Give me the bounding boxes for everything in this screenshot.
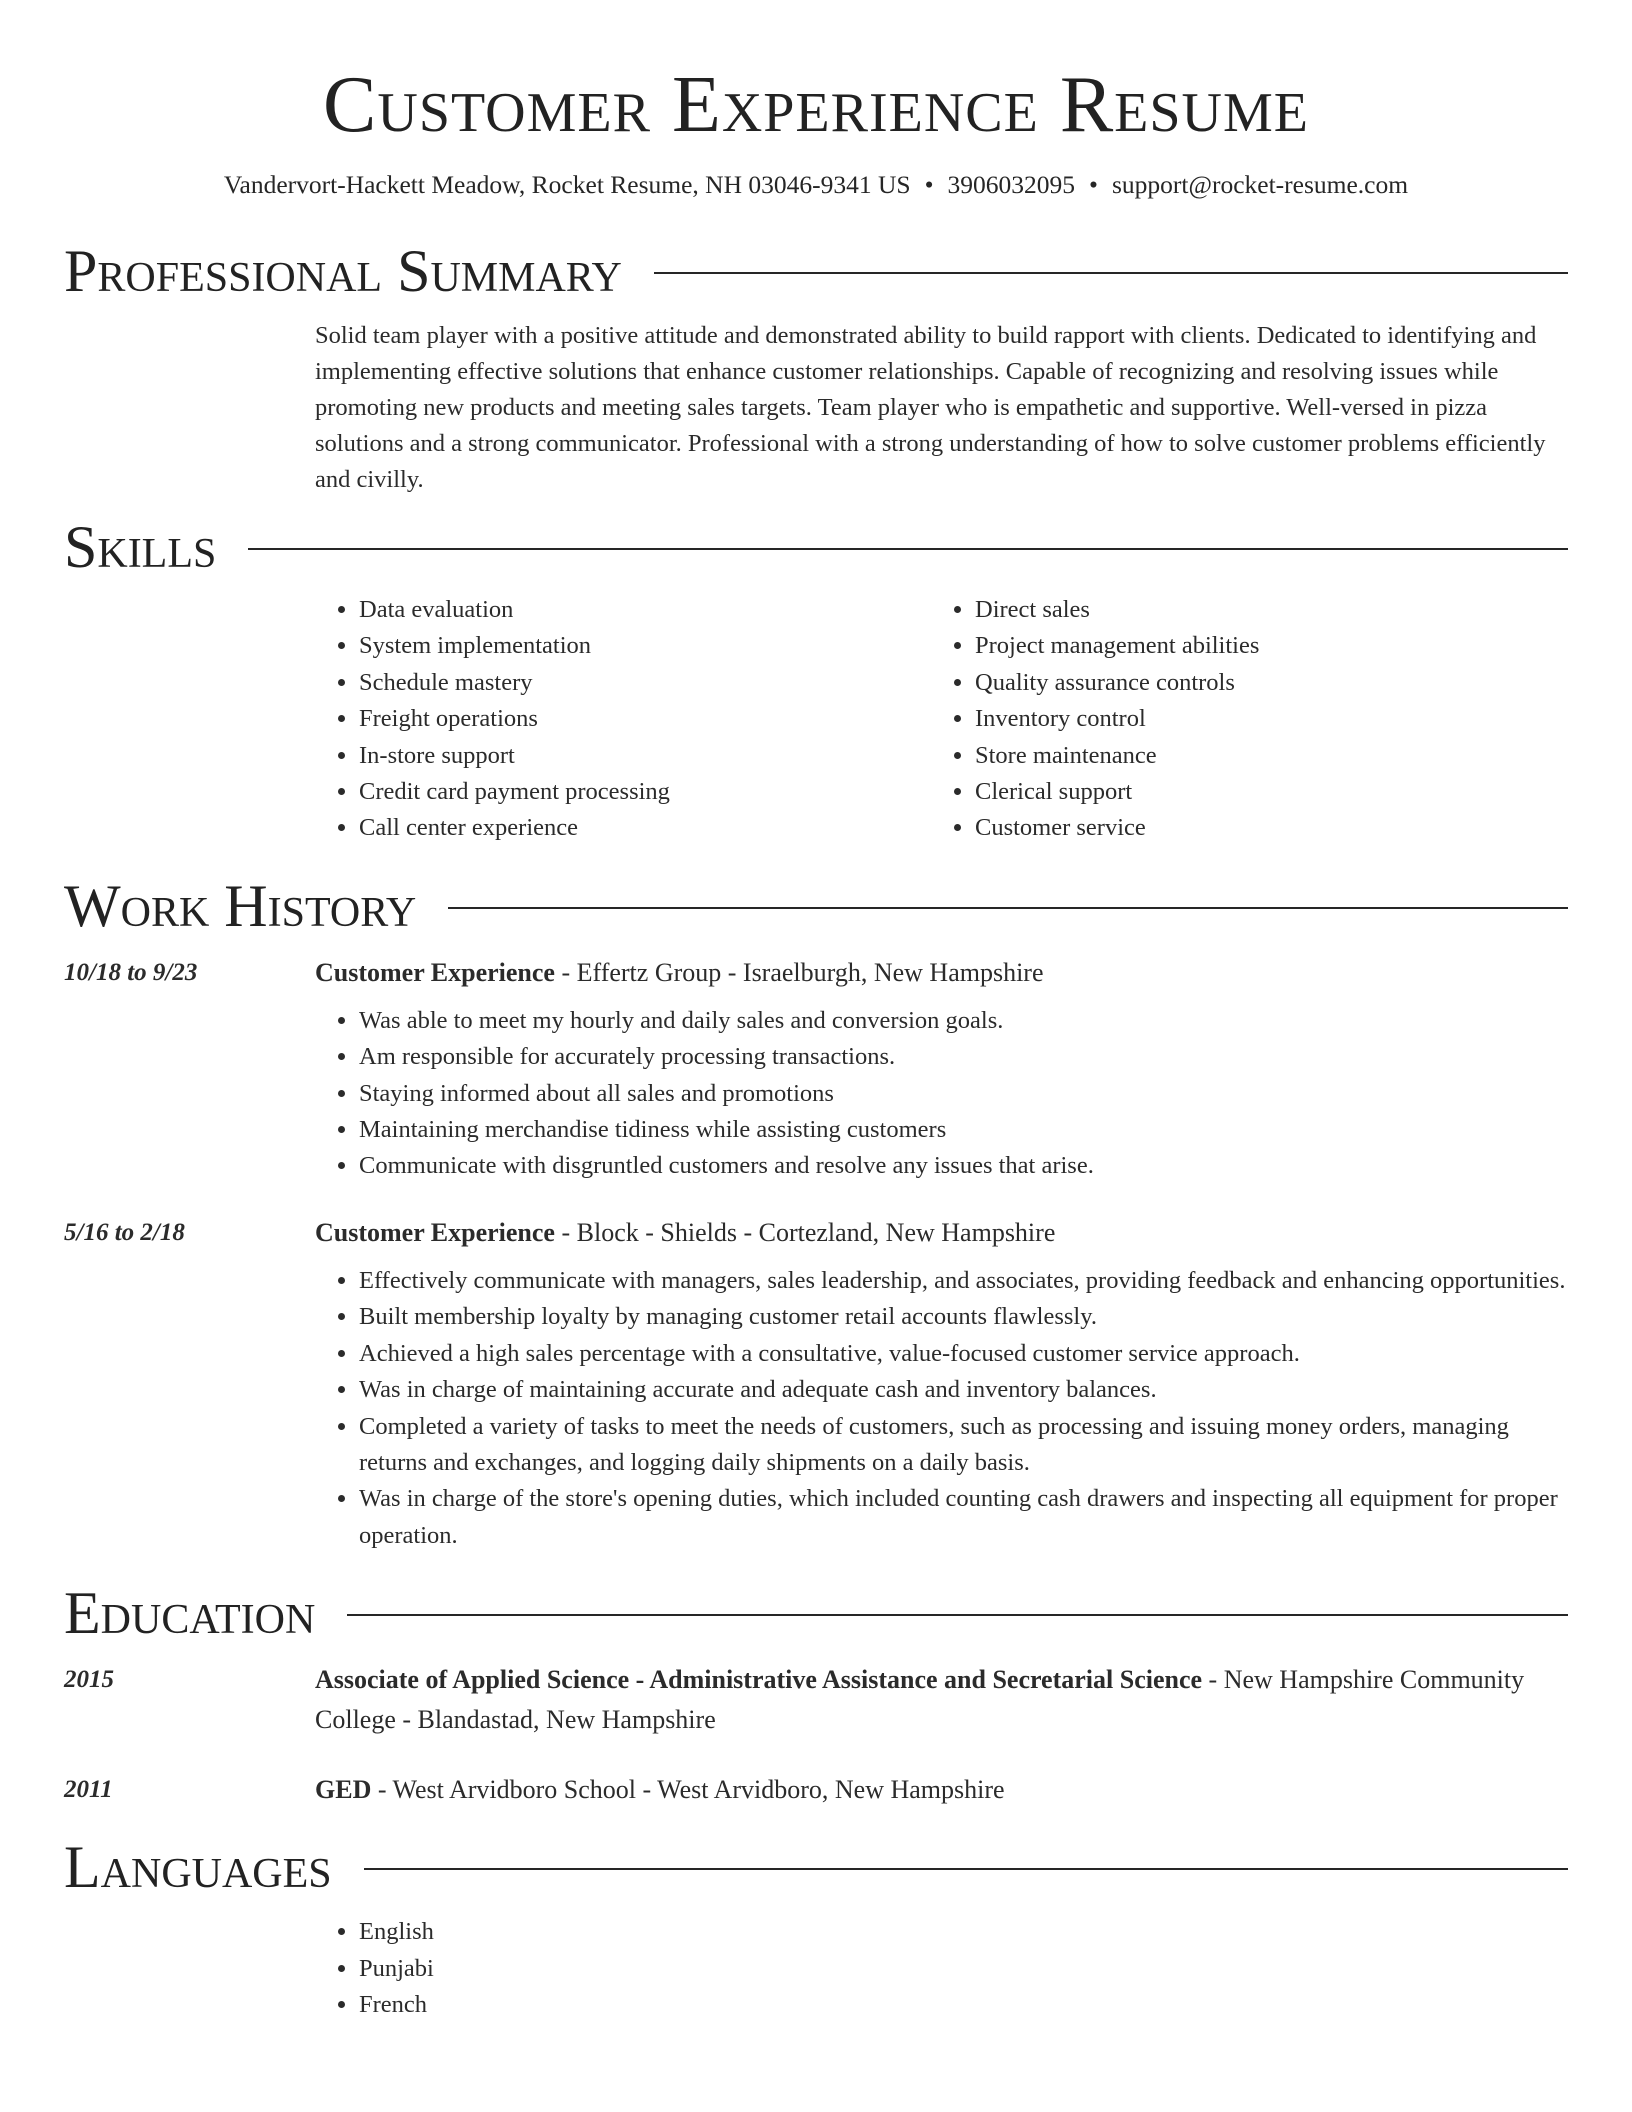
- contact-phone: 3906032095: [947, 170, 1076, 199]
- education-heading-line: [315, 1770, 1568, 1810]
- language-item: • Punjabi: [359, 1951, 1568, 1987]
- skill-item: • Project management abilities: [975, 628, 1547, 664]
- education-year: 2015: [64, 1666, 114, 1694]
- skill-item: • Quality assurance controls: [975, 665, 1547, 701]
- job-employer: - Block - Shields - Cortezland, New Hampshire: [554, 1217, 1056, 1247]
- education-degree: Associate of Applied Science - Administrative Assistance and Secretarial Science: [315, 1665, 1203, 1695]
- skill-item: • Inventory control: [975, 701, 1547, 737]
- job-duty-item: • Staying informed about all sales and promotions: [359, 1076, 1568, 1112]
- contact-email: support@rocket-resume.com: [1111, 170, 1409, 199]
- job-duty-item: • Communicate with disgruntled customers and resolve any issues that arise.: [359, 1148, 1568, 1184]
- skill-item: • Credit card payment processing: [359, 774, 931, 810]
- education-heading: Education: [64, 1580, 316, 1647]
- job-title: Customer Experience: [315, 1217, 555, 1247]
- work-section-header: [64, 871, 1568, 941]
- job-duty-item: • Maintaining merchandise tidiness while assisting customers: [359, 1112, 1568, 1148]
- job-entry: [64, 1213, 1568, 1554]
- job-heading: [315, 953, 1568, 993]
- summary-text: Solid team player with a positive attitude and demonstrated ability to build rapport with clients. Dedicated to identifying and implementing effective solutions that enhance customer relationships. Capable of recognizing and resolving issues while promoting new products and meeting sales targets. Team player who is empathetic and supportive. Well-versed in pizza solutions and a strong communicator. Professional with a strong understanding of how to solve customer problems efficiently and civilly.: [315, 322, 1546, 493]
- job-dates: 5/16 to 2/18: [64, 1218, 185, 1246]
- skills-column-right: [931, 592, 1547, 847]
- job-duty-item: • Was in charge of maintaining accurate and adequate cash and inventory balances.: [359, 1372, 1568, 1408]
- skills-column-left: [315, 592, 931, 847]
- education-school: - New Hampshire Community College - Blandastad, New Hampshire: [315, 1665, 1525, 1735]
- job-duty-item: • Was able to meet my hourly and daily sales and conversion goals.: [359, 1003, 1568, 1039]
- skill-item: • Store maintenance: [975, 738, 1547, 774]
- job-duty-item: • Am responsible for accurately processing transactions.: [359, 1039, 1568, 1075]
- education-school: - West Arvidboro School - West Arvidboro, New Hampshire: [371, 1775, 1005, 1805]
- work-heading: Work History: [64, 872, 417, 939]
- education-entry: [64, 1770, 1568, 1810]
- job-entry: [64, 953, 1568, 1185]
- education-entry: [64, 1660, 1568, 1740]
- skill-item: • Customer service: [975, 810, 1547, 846]
- job-duty-item: • Achieved a high sales percentage with a consultative, value-focused customer service approach.: [359, 1336, 1568, 1372]
- section-divider: [364, 1868, 1568, 1870]
- skill-item: • Direct sales: [975, 592, 1547, 628]
- languages-section-header: [64, 1832, 1568, 1902]
- job-title: Customer Experience: [315, 957, 555, 987]
- section-divider: [654, 272, 1568, 274]
- skill-item: • System implementation: [359, 628, 931, 664]
- resume-title: Customer Experience Resume: [323, 61, 1309, 149]
- job-duty-item: • Built membership loyalty by managing customer retail accounts flawlessly.: [359, 1299, 1568, 1335]
- contact-line: [64, 168, 1568, 202]
- skills-section-header: [64, 512, 1568, 582]
- skill-item: • In-store support: [359, 738, 931, 774]
- skills-heading: Skills: [64, 514, 217, 580]
- language-item: • English: [359, 1914, 1568, 1950]
- summary-heading: Professional Summary: [64, 238, 622, 304]
- contact-address: Vandervort-Hackett Meadow, Rocket Resume, NH 03046-9341 US: [223, 170, 911, 199]
- languages-heading: Languages: [64, 1834, 332, 1901]
- skill-item: • Clerical support: [975, 774, 1547, 810]
- education-heading-line: [315, 1660, 1568, 1740]
- skills-list: [315, 592, 1568, 847]
- skill-item: • Freight operations: [359, 701, 931, 737]
- education-year: 2011: [64, 1776, 113, 1804]
- skill-item: • Data evaluation: [359, 592, 931, 628]
- education-section-header: [64, 1578, 1568, 1648]
- contact-separator: •: [1089, 170, 1098, 199]
- job-heading: [315, 1213, 1568, 1253]
- job-employer: - Effertz Group - Israelburgh, New Hampshire: [554, 957, 1044, 987]
- job-duties: [315, 1003, 1568, 1185]
- education-degree: GED: [315, 1775, 372, 1805]
- section-divider: [248, 548, 1568, 550]
- job-duty-item: • Was in charge of the store's opening duties, which included counting cash drawers and inspecting all equipment for proper operation.: [359, 1481, 1568, 1554]
- language-item: • French: [359, 1987, 1568, 2023]
- section-divider: [448, 907, 1568, 909]
- job-duty-item: • Effectively communicate with managers, sales leadership, and associates, providing feedback and enhancing opportunities.: [359, 1263, 1568, 1299]
- job-duty-item: • Completed a variety of tasks to meet the needs of customers, such as processing and issuing money orders, managing returns and exchanges, and logging daily shipments on a daily basis.: [359, 1409, 1568, 1482]
- job-duties: [315, 1263, 1568, 1554]
- summary-section-header: [64, 236, 1568, 306]
- skill-item: • Call center experience: [359, 810, 931, 846]
- skill-item: • Schedule mastery: [359, 665, 931, 701]
- contact-separator: •: [924, 170, 934, 199]
- section-divider: [347, 1614, 1568, 1616]
- job-dates: 10/18 to 9/23: [64, 958, 198, 986]
- languages-list: [315, 1914, 1568, 2023]
